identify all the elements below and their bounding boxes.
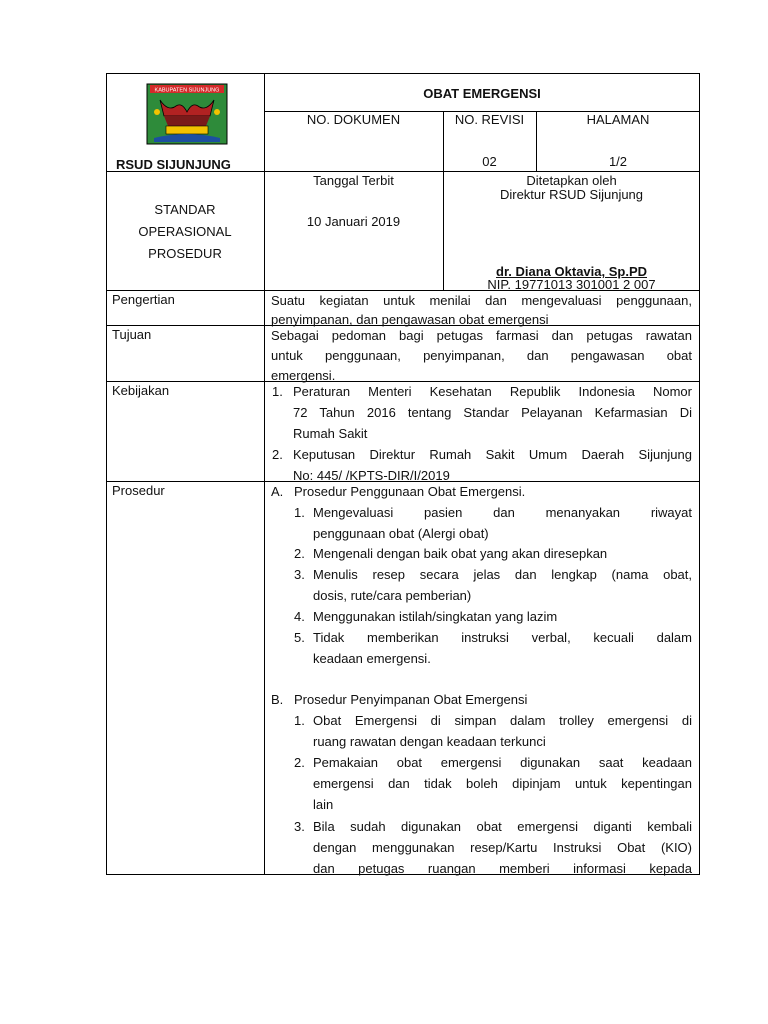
tujuan-text-line1: Sebagai pedoman bagi petugas farmasi dan petugas rawatan [271,328,692,343]
table-border-top [106,73,700,74]
kebijakan-item1-line2: 72 Tahun 2016 tentang Standar Pelayanan Kefarmasian Di [293,405,692,420]
prosedur-a1-line2: penggunaan obat (Alergi obat) [313,526,489,541]
prosedur-a4-line1: Menggunakan istilah/singkatan yang lazim [313,609,558,624]
prosedur-a2-line1: Mengenali dengan baik obat yang akan diresepkan [313,546,608,561]
kebijakan-item1-line3: Rumah Sakit [293,426,368,441]
sop-label-line2: OPERASIONAL [138,224,232,239]
sijunjung-regency-logo [146,82,228,146]
prosedur-a1-line1: Mengevaluasi pasien dan menanyakan riwayat [313,505,692,520]
prosedur-b-letter: B. [271,692,284,707]
kebijakan-item2-line2: No: 445/ /KPTS-DIR/I/2019 [293,468,450,483]
column-divider [264,73,265,875]
prosedur-a3-line2: dosis, rute/cara pemberian) [313,588,472,603]
kebijakan-item1-line1: Peraturan Menteri Kesehatan Republik Indonesia Nomor [293,384,692,399]
ditetapkan-direktur: Direktur RSUD Sijunjung [499,187,644,202]
prosedur-a2-number: 2. [294,546,305,561]
tujuan-text-line3: emergensi. [271,368,336,383]
prosedur-a-letter: A. [271,484,284,499]
sop-label-line1: STANDAR [154,202,216,217]
prosedur-b3-line3: dan petugas ruangan memberi informasi kepada [313,861,692,876]
tujuan-text-line2: untuk penggunaan, penyimpanan, dan pengawasan obat [271,348,692,363]
table-border-left [106,73,107,875]
tujuan-bottom-divider [106,381,700,382]
prosedur-b1-line2: ruang rawatan dengan keadaan terkunci [313,734,546,749]
hospital-name: RSUD SIJUNJUNG [116,157,231,172]
no-revisi-value: 02 [482,154,497,169]
halaman-label: HALAMAN [586,112,650,127]
signer-nip: NIP. 19771013 301001 2 007 [487,277,656,292]
prosedur-b2-line2: emergensi dan tidak boleh dipinjam untuk kepentingan [313,776,692,791]
no-dokumen-label: NO. DOKUMEN [306,112,401,127]
prosedur-label: Prosedur [112,483,165,498]
prosedur-b1-line1: Obat Emergensi di simpan dalam trolley emergensi di [313,713,692,728]
logo-banner-text: KABUPATEN SIJUNJUNG [154,87,220,94]
prosedur-a5-number: 5. [294,630,305,645]
halaman-value: 1/2 [608,154,628,169]
pengertian-text-line1: Suatu kegiatan untuk menilai dan mengevaluasi penggunaan, [271,293,692,308]
prosedur-b3-line1: Bila sudah digunakan obat emergensi diganti kembali [313,819,692,834]
prosedur-b2-line1: Pemakaian obat emergensi digunakan saat keadaan [313,755,692,770]
prosedur-a3-line1: Menulis resep secara jelas dan lengkap (nama obat, [313,567,692,582]
document-title: OBAT EMERGENSI [423,86,541,101]
prosedur-a5-line1: Tidak memberikan instruksi verbal, kecuali dalam [313,630,692,645]
sop-label-line3: PROSEDUR [148,246,222,261]
kebijakan-item1-number: 1. [272,384,283,399]
ditetapkan-oleh: Ditetapkan oleh [526,173,617,188]
prosedur-a1-number: 1. [294,505,305,520]
tujuan-label: Tujuan [112,327,152,342]
kebijakan-item2-line1: Keputusan Direktur Rumah Sakit Umum Daerah Sijunjung [293,447,692,462]
prosedur-b-title: Prosedur Penyimpanan Obat Emergensi [294,692,528,707]
prosedur-a5-line2: keadaan emergensi. [313,651,431,666]
tanggal-terbit-label: Tanggal Terbit [313,173,394,188]
kebijakan-label: Kebijakan [112,383,170,398]
pengertian-label: Pengertian [112,292,175,307]
pengertian-text-line2: penyimpanan, dan pengawasan obat emergensi [271,312,549,327]
tanggal-terbit-value: 10 Januari 2019 [306,214,401,229]
prosedur-a-title: Prosedur Penggunaan Obat Emergensi. [294,484,526,499]
prosedur-b3-number: 3. [294,819,305,834]
prosedur-b2-line3: lain [313,797,334,812]
no-revisi-label: NO. REVISI [454,112,525,127]
kebijakan-item2-number: 2. [272,447,283,462]
prosedur-a3-number: 3. [294,567,305,582]
prosedur-b1-number: 1. [294,713,305,728]
prosedur-b3-line2: dengan menggunakan resep/Kartu Instruksi Obat (KIO) [313,840,692,855]
signer-name: dr. Diana Oktavia, Sp.PD [496,264,647,279]
prosedur-b2-number: 2. [294,755,305,770]
prosedur-a4-number: 4. [294,609,305,624]
